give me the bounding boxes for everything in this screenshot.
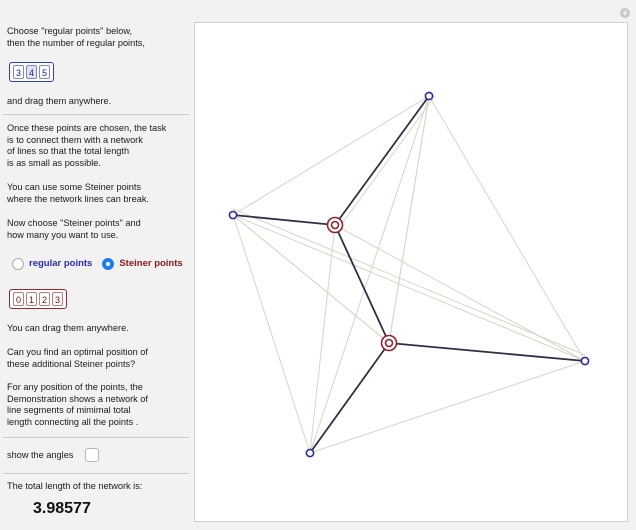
regular-points <box>229 92 588 456</box>
show-angles-label: show the angles <box>7 450 74 460</box>
total-label: The total length of the network is: <box>7 481 143 491</box>
radio-steiner-points[interactable] <box>102 258 114 270</box>
drag-text-1: and drag them anywhere. <box>7 96 112 106</box>
regular-point[interactable] <box>425 92 432 99</box>
network-segment <box>310 343 389 453</box>
guide-line <box>233 96 429 215</box>
network-segment <box>335 225 389 343</box>
guide-line <box>233 215 585 361</box>
steiner-point[interactable] <box>328 218 343 233</box>
show-angles-checkbox[interactable] <box>85 448 99 462</box>
regular-point[interactable] <box>581 357 588 364</box>
regular-option-3[interactable]: 3 <box>13 65 24 79</box>
guide-line <box>335 225 585 361</box>
guide-line <box>233 209 585 355</box>
intro-text: Choose "regular points" below, then the number of regular points, <box>7 26 145 48</box>
regular-point[interactable] <box>306 449 313 456</box>
regular-points-setter[interactable] <box>9 62 54 82</box>
steiner-use-text: You can use some Steiner points where the network lines can break. <box>7 182 149 204</box>
control-panel <box>0 0 194 530</box>
task-text: Once these points are chosen, the task is to connect them with a network of lines so that the total length is as small as possible. <box>7 123 167 168</box>
radio-regular-points[interactable] <box>12 258 24 270</box>
divider <box>3 437 189 438</box>
point-type-radio-group <box>12 258 183 270</box>
radio-regular-label[interactable]: regular points <box>29 258 93 270</box>
network-lines <box>233 96 585 453</box>
guide-line <box>233 215 389 343</box>
explain-text: For any position of the points, the Demonstration shows a network of line segments of mimimal total length connecting all the points . <box>7 382 148 427</box>
guide-line <box>310 96 429 453</box>
guide-line <box>341 96 435 225</box>
steiner-option-1[interactable]: 1 <box>26 292 37 306</box>
network-segment <box>233 215 335 225</box>
network-segment <box>335 96 429 225</box>
total-length-value: 3.98577 <box>33 500 91 517</box>
plus-icon[interactable]: + <box>620 8 630 18</box>
guide-lines <box>233 96 585 453</box>
regular-point[interactable] <box>229 211 236 218</box>
regular-option-5[interactable]: 5 <box>39 65 50 79</box>
guide-line <box>233 215 310 453</box>
guide-line <box>310 225 335 453</box>
network-segment <box>389 343 585 361</box>
divider <box>3 114 189 115</box>
guide-line <box>389 96 429 343</box>
network-canvas[interactable] <box>194 22 628 522</box>
network-plot <box>195 23 627 521</box>
steiner-option-2[interactable]: 2 <box>39 292 50 306</box>
choose-text: Now choose "Steiner points" and how many you want to use. <box>7 218 141 240</box>
drag-text-2: You can drag them anywhere. <box>7 323 129 333</box>
radio-steiner-label[interactable]: Steiner points <box>119 258 183 270</box>
guide-line <box>310 361 585 453</box>
regular-option-4[interactable]: 4 <box>26 65 37 79</box>
guide-line <box>429 96 585 361</box>
steiner-option-0[interactable]: 0 <box>13 292 24 306</box>
question-text: Can you find an optimal position of these additional Steiner points? <box>7 347 148 369</box>
steiner-option-3[interactable]: 3 <box>52 292 63 306</box>
steiner-point[interactable] <box>382 336 397 351</box>
divider <box>3 473 189 474</box>
steiner-points-setter[interactable] <box>9 289 67 309</box>
